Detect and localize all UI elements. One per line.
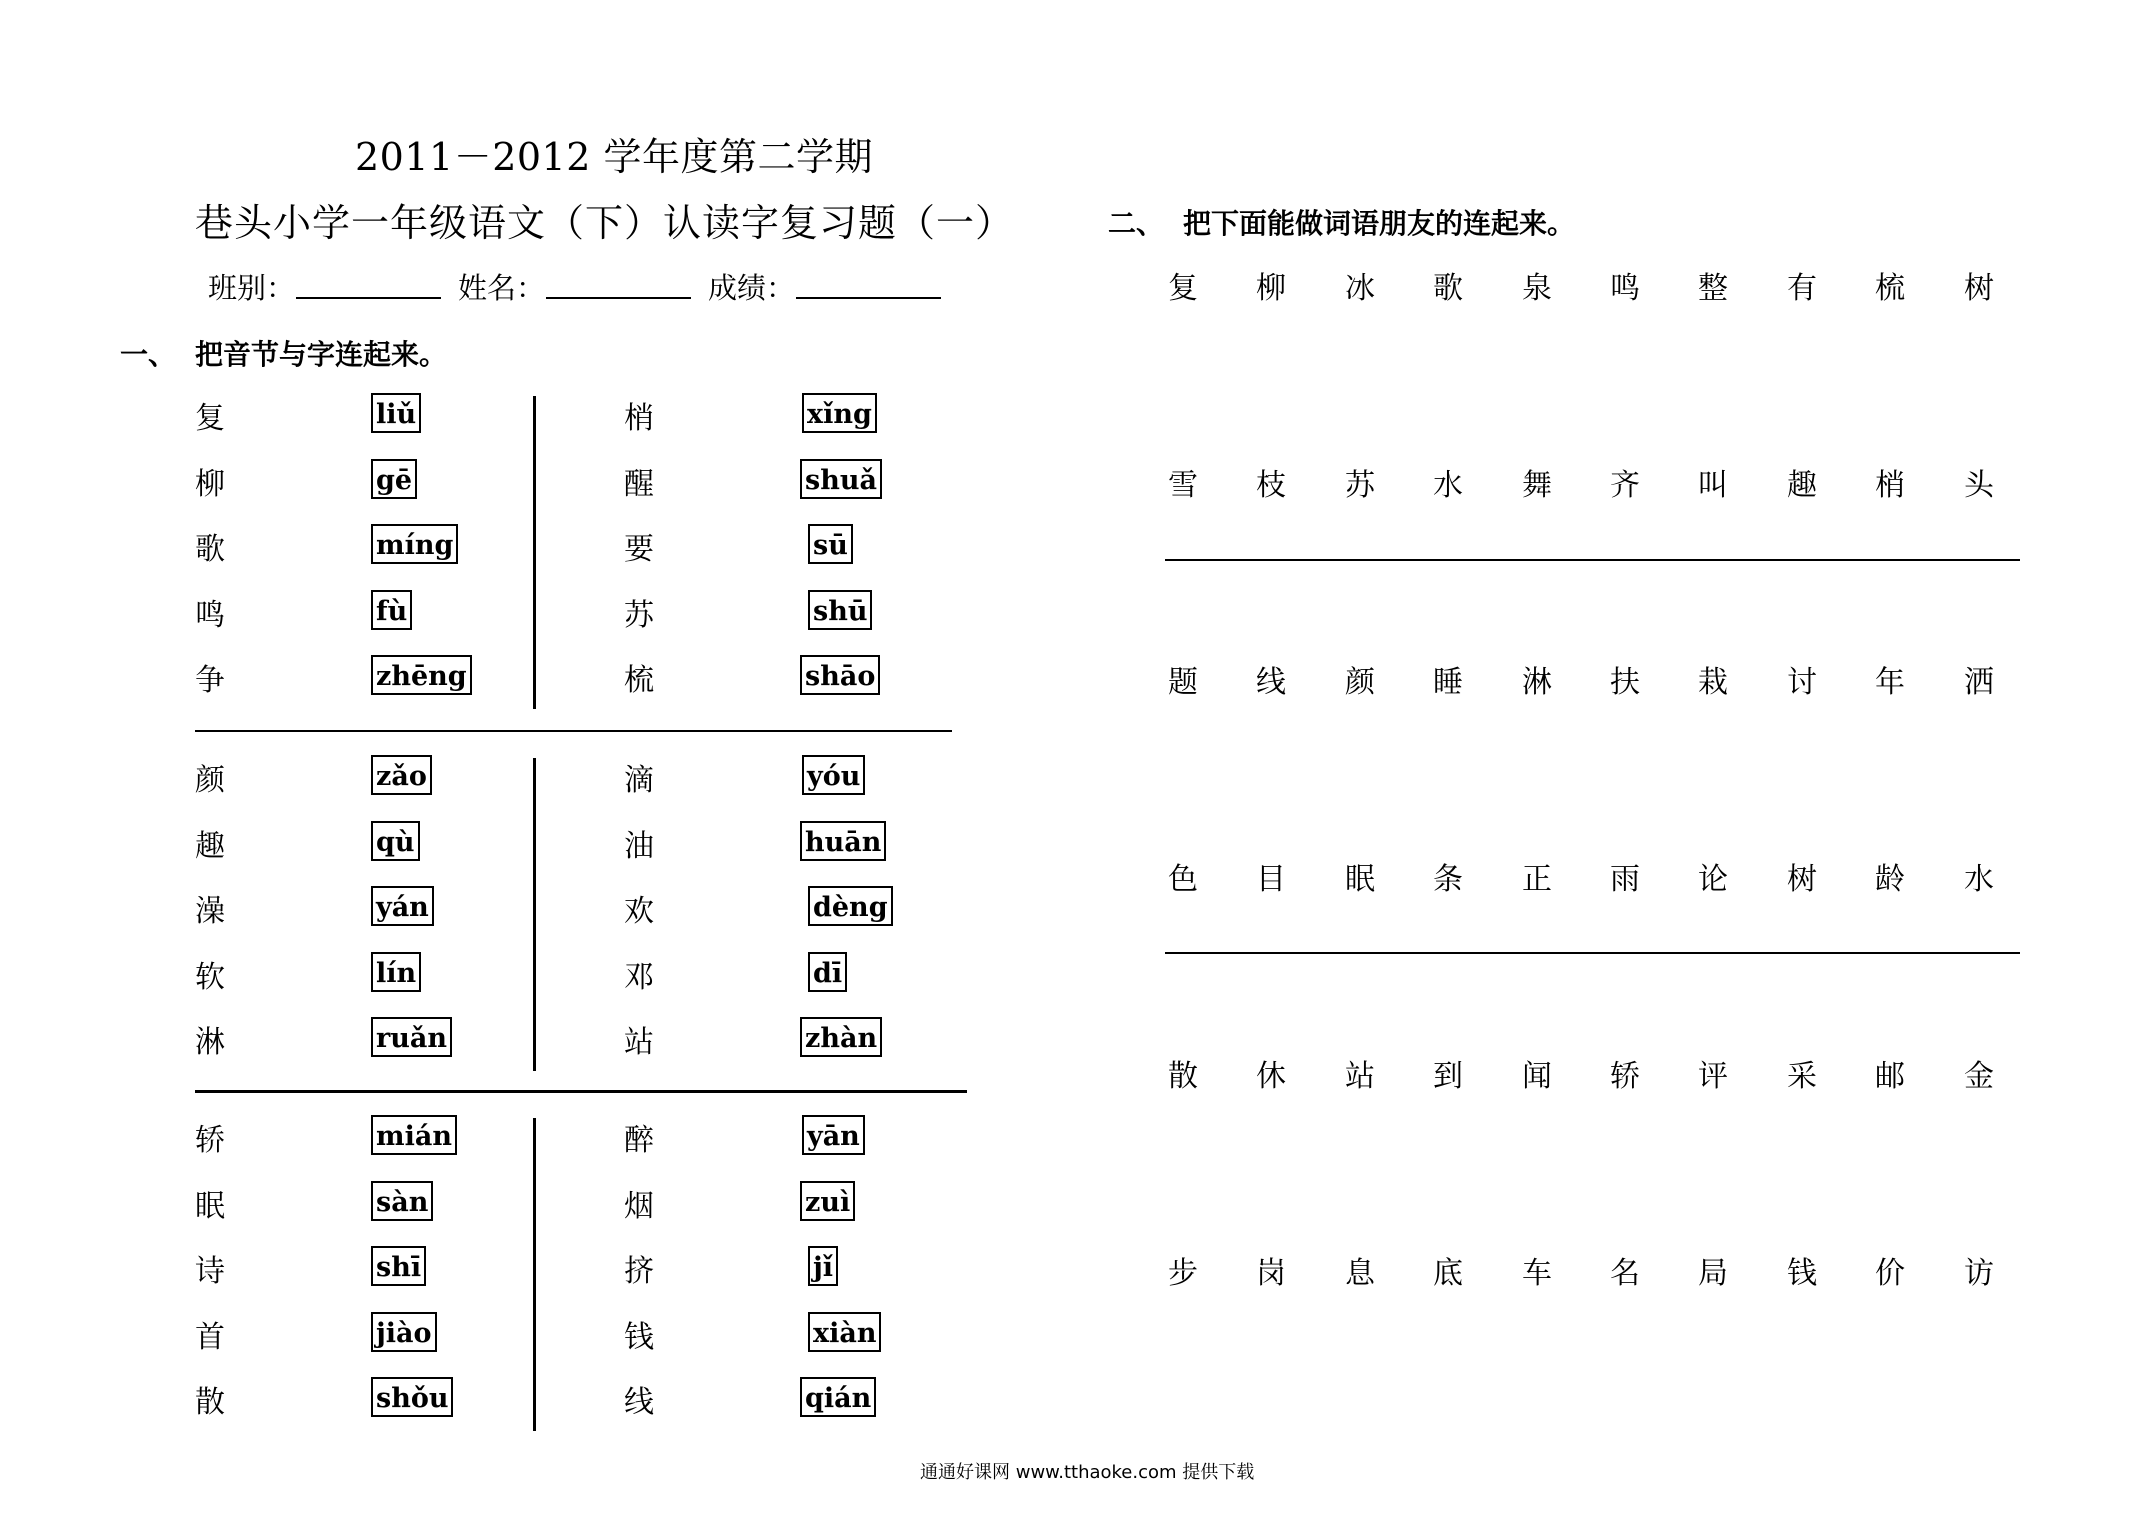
pinyin-box-right[interactable]: jǐ [808,1246,838,1286]
char-right[interactable]: 要 [624,532,654,567]
word-char[interactable]: 整 [1698,271,1728,306]
word-char[interactable]: 头 [1964,468,1994,503]
pinyin-box-right[interactable]: shāo [800,655,880,695]
word-char[interactable]: 条 [1433,862,1463,897]
word-char[interactable]: 到 [1433,1059,1463,1094]
word-char[interactable]: 复 [1168,271,1198,306]
word-char[interactable]: 扶 [1610,665,1640,700]
word-char[interactable]: 休 [1256,1059,1286,1094]
char-right[interactable]: 油 [624,828,654,864]
char-left[interactable]: 复 [195,401,225,436]
word-char[interactable]: 冰 [1345,271,1375,306]
word-char[interactable]: 趣 [1787,468,1817,503]
word-char[interactable]: 水 [1433,468,1463,503]
score-label: 成绩： [708,271,796,305]
word-char[interactable]: 闻 [1522,1059,1552,1094]
word-char[interactable]: 采 [1787,1059,1817,1094]
char-left[interactable]: 软 [195,959,225,995]
word-char[interactable]: 歌 [1433,271,1463,306]
word-char[interactable]: 车 [1522,1256,1552,1291]
word-char[interactable]: 柳 [1256,271,1286,306]
pinyin-box-left[interactable]: qù [371,821,420,861]
word-char[interactable]: 梳 [1875,271,1905,306]
pinyin-box-left[interactable]: mián [371,1115,457,1155]
word-char[interactable]: 树 [1787,862,1817,897]
group-separator-1 [195,730,952,732]
word-char[interactable]: 雪 [1168,468,1198,503]
pinyin-box-right[interactable]: qián [800,1377,876,1417]
pinyin-box-left[interactable]: liǔ [371,393,421,433]
group-separator-2 [195,1090,967,1093]
char-right[interactable]: 邓 [624,959,654,995]
pinyin-box-left[interactable]: lín [371,952,421,992]
group1-divider [533,396,536,709]
char-left[interactable]: 歌 [195,532,225,567]
word-char[interactable]: 站 [1345,1059,1375,1094]
word-char[interactable]: 舞 [1522,468,1552,503]
word-char[interactable]: 叫 [1698,468,1728,503]
word-char[interactable]: 题 [1168,665,1198,700]
word-char[interactable]: 齐 [1610,468,1640,503]
char-left[interactable]: 轿 [195,1123,225,1158]
word-char[interactable]: 步 [1168,1256,1198,1291]
pinyin-box-right[interactable]: dī [808,952,847,992]
score-blank[interactable] [796,297,941,299]
word-char[interactable]: 金 [1964,1059,1994,1094]
char-left[interactable]: 颜 [195,763,225,798]
class-blank[interactable] [296,297,441,299]
char-left[interactable]: 争 [195,663,225,698]
word-char[interactable]: 线 [1256,665,1286,700]
char-right[interactable]: 梢 [624,401,654,436]
word-char[interactable]: 色 [1168,862,1198,897]
pinyin-box-right[interactable]: xiàn [808,1312,881,1352]
word-char[interactable]: 睡 [1433,665,1463,700]
word-char[interactable]: 苏 [1345,468,1375,503]
word-char[interactable]: 枝 [1256,468,1286,503]
pinyin-box-left[interactable]: míng [371,524,458,564]
section2-rule-1 [1165,559,2020,561]
char-right[interactable]: 线 [624,1385,654,1420]
word-char[interactable]: 龄 [1875,862,1905,897]
section2-heading: 把下面能做词语朋友的连起来。 [1183,207,1576,240]
pinyin-box-right[interactable]: dèng [808,886,893,926]
pinyin-box-right[interactable]: sū [808,524,853,564]
word-char[interactable]: 鸣 [1610,271,1640,306]
name-blank[interactable] [546,297,691,299]
word-char[interactable]: 年 [1875,665,1905,700]
word-char[interactable]: 栽 [1698,665,1728,700]
section1-heading: 把音节与字连起来。 [195,338,448,371]
word-char[interactable]: 访 [1964,1256,1994,1291]
word-char[interactable]: 名 [1610,1256,1640,1291]
char-right[interactable]: 挤 [624,1254,654,1289]
word-char[interactable]: 雨 [1610,862,1640,897]
word-char[interactable]: 论 [1698,862,1728,897]
pinyin-box-right[interactable]: yóu [802,755,865,795]
pinyin-box-left[interactable]: gē [371,459,417,499]
char-left[interactable]: 散 [195,1385,225,1420]
word-char[interactable]: 洒 [1964,665,1994,700]
word-char[interactable]: 局 [1698,1256,1728,1291]
word-char[interactable]: 目 [1256,862,1286,897]
word-char[interactable]: 正 [1522,862,1552,897]
word-char[interactable]: 轿 [1610,1059,1640,1094]
char-left[interactable]: 淋 [195,1025,225,1060]
char-left[interactable]: 澡 [195,894,225,929]
word-char[interactable]: 淋 [1522,665,1552,700]
word-char[interactable]: 水 [1964,862,1994,897]
pinyin-box-left[interactable]: ruǎn [371,1017,452,1057]
word-char[interactable]: 讨 [1787,665,1817,700]
pinyin-box-left[interactable]: zǎo [371,755,432,795]
pinyin-box-right[interactable]: shuǎ [800,459,882,499]
pinyin-box-right[interactable]: zuì [800,1181,855,1221]
word-char[interactable]: 泉 [1522,271,1552,306]
title-line-1: 2011－2012 学年度第二学期 [355,135,873,179]
pinyin-box-left[interactable]: zhēng [371,655,472,695]
word-char[interactable]: 有 [1787,271,1817,306]
class-label: 班别： [208,271,296,305]
char-right[interactable]: 钱 [624,1319,654,1355]
char-right[interactable]: 梳 [624,663,654,698]
section2-number: 二、 [1108,207,1165,240]
char-right[interactable]: 滴 [624,763,654,798]
char-left[interactable]: 趣 [195,828,225,864]
section2-rule-2 [1165,952,2020,954]
pinyin-box-left[interactable]: yán [371,886,434,926]
group2-divider [533,758,536,1071]
char-left[interactable]: 诗 [195,1254,225,1289]
word-char[interactable]: 散 [1168,1059,1198,1094]
pinyin-box-left[interactable]: shǒu [371,1377,453,1417]
section1-number: 一、 [120,338,177,371]
char-left[interactable]: 柳 [195,466,225,502]
pinyin-box-right[interactable]: zhàn [800,1017,882,1057]
pinyin-box-right[interactable]: yān [802,1115,865,1155]
char-right[interactable]: 站 [624,1025,654,1060]
word-char[interactable]: 颜 [1345,665,1375,700]
pinyin-box-right[interactable]: huān [800,821,886,861]
char-left[interactable]: 鸣 [195,597,225,633]
name-label: 姓名： [458,271,546,305]
word-char[interactable]: 息 [1345,1256,1375,1291]
pinyin-box-left[interactable]: jiào [371,1312,437,1352]
title-line-2: 巷头小学一年级语文（下）认读字复习题（一） [195,201,1015,245]
char-left[interactable]: 眠 [195,1188,225,1224]
char-left[interactable]: 首 [195,1319,225,1355]
word-char[interactable]: 树 [1964,271,1994,306]
word-char[interactable]: 岗 [1256,1256,1286,1291]
pinyin-box-left[interactable]: sàn [371,1181,433,1221]
word-char[interactable]: 梢 [1875,468,1905,503]
word-char[interactable]: 钱 [1787,1256,1817,1291]
footer-credit: 通通好课网 www.tthaoke.com 提供下载 [920,1462,1255,1483]
pinyin-box-left[interactable]: fù [371,590,412,630]
word-char[interactable]: 邮 [1875,1059,1905,1094]
char-right[interactable]: 醒 [624,466,654,502]
pinyin-box-right[interactable]: shū [808,590,872,630]
word-char[interactable]: 价 [1875,1256,1905,1291]
char-right[interactable]: 醉 [624,1123,654,1158]
char-right[interactable]: 烟 [624,1188,654,1224]
word-char[interactable]: 底 [1433,1256,1463,1291]
pinyin-box-left[interactable]: shī [371,1246,426,1286]
word-char[interactable]: 眠 [1345,862,1375,897]
word-char[interactable]: 评 [1698,1059,1728,1094]
pinyin-box-right[interactable]: xǐng [802,393,877,433]
group3-divider [533,1118,536,1431]
char-right[interactable]: 欢 [624,894,654,929]
char-right[interactable]: 苏 [624,597,654,633]
